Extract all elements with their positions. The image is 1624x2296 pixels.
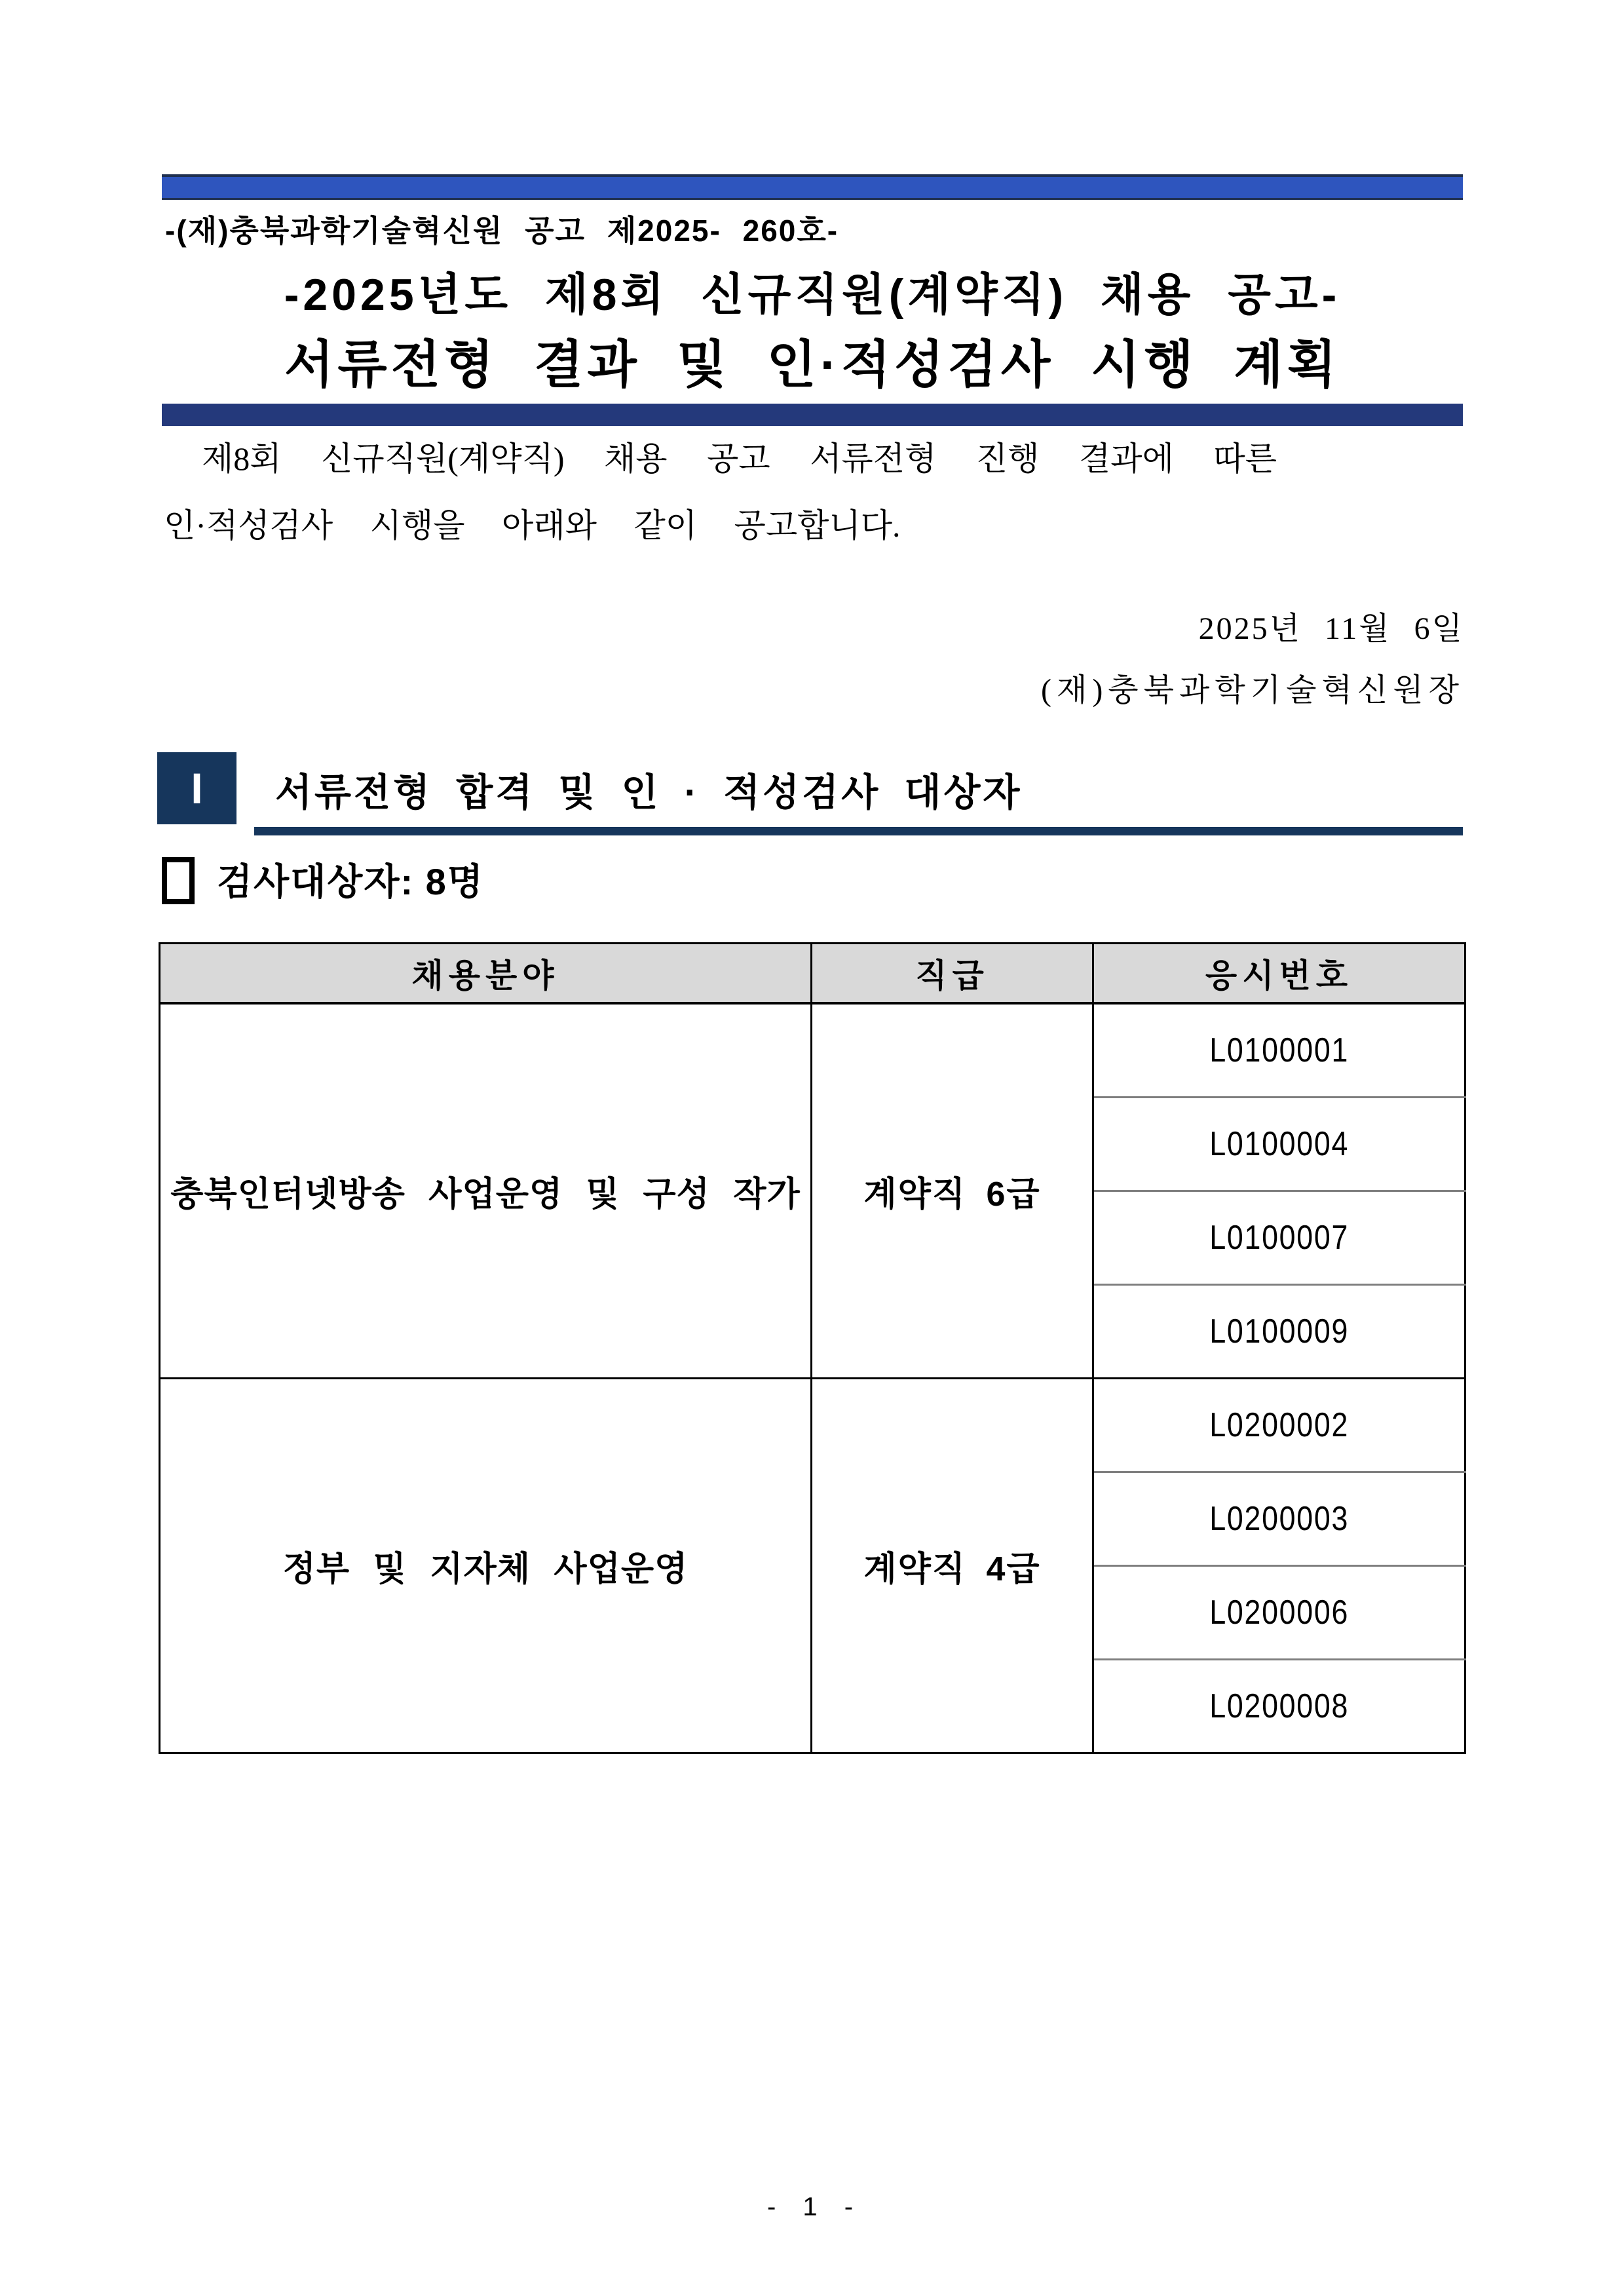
square-bullet-icon	[162, 857, 195, 904]
applicant-number: L0100009	[1209, 1312, 1349, 1350]
applicant-number: L0200008	[1209, 1687, 1349, 1725]
applicant-number-cell	[1093, 1379, 1465, 1472]
announcement-date: 2025년 11월 6일	[1198, 611, 1464, 646]
applicant-number: L0100001	[1209, 1031, 1349, 1069]
body-paragraph	[164, 440, 1464, 545]
section-title: 서류전형 합격 및 인 · 적성검사 대상자	[275, 771, 1023, 814]
column-header-field: 채용분야	[160, 944, 812, 1004]
table-row	[160, 1379, 1465, 1472]
grade-cell-group2: 계약직 4급	[812, 1379, 1093, 1753]
applicant-number-cell	[1093, 1003, 1465, 1098]
table-header-row	[160, 944, 1465, 1004]
document-title-line2: 서류전형 결과 및 인·적성검사 시행 계획	[284, 335, 1340, 393]
applicants-table-wrapper	[159, 942, 1464, 1754]
column-header-number: 응시번호	[1093, 944, 1465, 1004]
section-numeral: I	[191, 764, 203, 813]
field-cell-group2: 정부 및 지자체 사업운영	[160, 1379, 812, 1753]
column-header-grade: 직급	[812, 944, 1093, 1004]
applicant-number-cell	[1093, 1660, 1465, 1753]
field-cell-group1: 충북인터넷방송 사업운영 및 구성 작가	[170, 1176, 801, 1214]
body-line-2: 인·적성검사 시행을 아래와 같이 공고합니다.	[164, 507, 901, 544]
applicant-number-cell	[1093, 1566, 1465, 1660]
applicants-table	[159, 942, 1466, 1754]
applicant-number: L0200003	[1209, 1500, 1349, 1538]
applicant-number: L0200002	[1209, 1406, 1349, 1444]
applicant-number: L0100004	[1209, 1125, 1349, 1163]
title-underline-bar	[162, 404, 1463, 426]
table-row	[160, 1003, 1465, 1098]
applicant-number-cell	[1093, 1098, 1465, 1191]
applicant-number: L0100007	[1209, 1219, 1349, 1257]
section-number-badge	[157, 752, 236, 824]
section-underline-bar	[254, 827, 1463, 835]
target-count-line	[162, 853, 484, 906]
applicant-number: L0200006	[1209, 1594, 1349, 1632]
target-count-label: 검사대상자: 8명	[217, 861, 484, 902]
grade-cell-group1: 계약직 6급	[812, 1003, 1093, 1379]
applicant-number-cell	[1093, 1285, 1465, 1379]
document-title-line1: -2025년도 제8회 신규직원(계약직) 채용 공고-	[284, 270, 1341, 320]
signer-name: (재)충북과학기술혁신원장	[1040, 673, 1464, 708]
page-number: - 1 -	[766, 2192, 858, 2221]
body-line-1: 제8회 신규직원(계약직) 채용 공고 서류전형 진행 결과에 따른	[202, 440, 1277, 477]
top-divider-bar	[162, 174, 1463, 200]
applicant-number-cell	[1093, 1191, 1465, 1285]
document-number: -(재)충북과학기술혁신원 공고 제2025- 260호-	[165, 214, 839, 248]
applicant-number-cell	[1093, 1472, 1465, 1566]
